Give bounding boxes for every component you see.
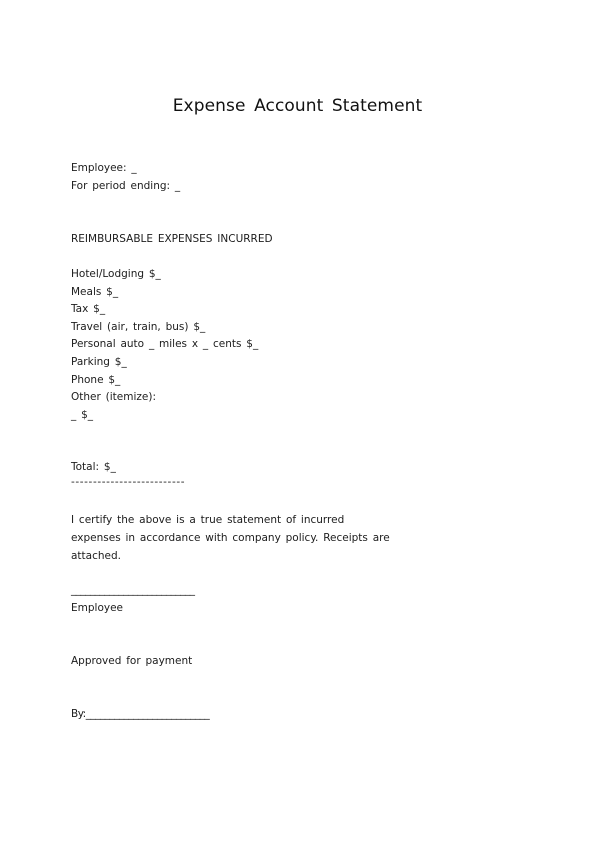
certify-text-line-1: I certify the above is a true statement of incurred	[71, 514, 345, 526]
employee-line: Employee: _	[71, 162, 137, 174]
document-title: Expense Account Statement	[172, 96, 423, 116]
expense-meals: Meals $_	[71, 286, 119, 298]
signature-label: Employee	[71, 602, 124, 614]
expense-other: Other (itemize):	[71, 391, 156, 403]
expense-personal-auto: Personal auto _ miles x _ cents $_	[71, 338, 259, 350]
approved-for-payment: Approved for payment	[71, 655, 193, 667]
expense-other-item: _ $_	[71, 409, 94, 421]
approved-by-line: By:__________________________	[71, 708, 210, 720]
expense-phone: Phone $_	[71, 374, 121, 386]
expense-parking: Parking $_	[71, 356, 127, 368]
total-dash-rule: --------------------------	[71, 476, 186, 488]
expense-travel: Travel (air, train, bus) $_	[71, 321, 206, 333]
period-ending-line: For period ending: _	[71, 180, 181, 192]
signature-rule: __________________________	[71, 584, 195, 596]
certify-text-line-3: attached.	[71, 550, 121, 562]
total-line: Total: $_	[71, 461, 116, 473]
section-heading: REIMBURSABLE EXPENSES INCURRED	[71, 233, 273, 245]
certify-text-line-2: expenses in accordance with company policy. Receipts are	[71, 532, 390, 544]
expense-tax: Tax $_	[71, 303, 106, 315]
expense-hotel: Hotel/Lodging $_	[71, 268, 161, 280]
